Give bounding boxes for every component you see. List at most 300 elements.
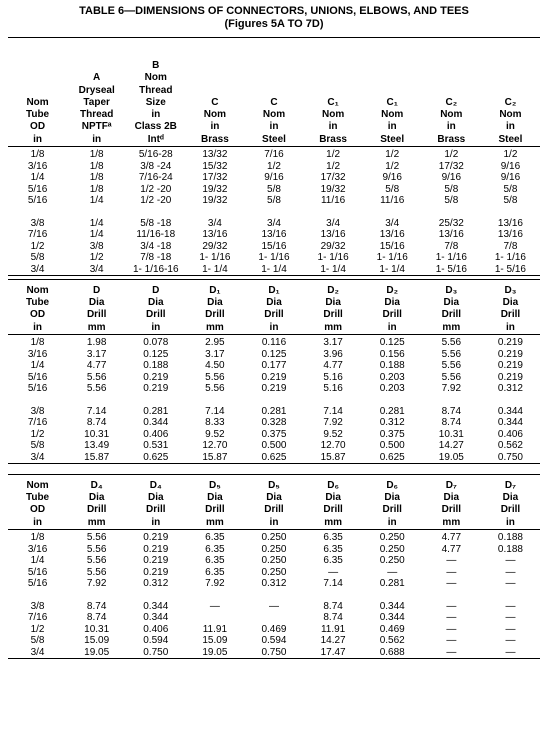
table-cell: 1- 1/4 [202, 263, 228, 275]
table-cell: 0.625 [143, 451, 169, 463]
column-header [481, 280, 540, 335]
column-header-line: in [328, 121, 338, 133]
tube-od-cell: 3/4 [30, 263, 45, 275]
header-row [8, 280, 540, 335]
table-cell: 7.92 [323, 417, 343, 428]
table-cell: 0.375 [261, 428, 287, 440]
column-header-line: D [93, 284, 101, 296]
tube-od-cell: 1/8 [30, 149, 45, 160]
table-cell: — [505, 612, 516, 623]
column-header-line: NPTFᵃ [81, 121, 112, 133]
table-cell: — [505, 566, 516, 578]
column-header-line: in [269, 121, 279, 133]
table-cell: 15/16 [261, 240, 287, 252]
table-cell: 0.281 [261, 405, 287, 417]
table-cell: — [446, 612, 457, 623]
table-cell: 11/16 [380, 195, 405, 206]
column-header [185, 475, 244, 530]
table-cell: 0.344 [143, 612, 169, 623]
table-cell: 1/2 [326, 149, 341, 160]
table-cell: 0.203 [379, 371, 405, 383]
column-header-line: Drill [205, 504, 225, 516]
connector-dimensions-table [8, 37, 540, 276]
column-header [481, 475, 540, 530]
table-cell: 3.17 [205, 348, 225, 360]
table-cell: 0.281 [379, 405, 405, 417]
table-row [8, 417, 540, 429]
table-cell: 7/8 [503, 240, 518, 252]
table-cell: 0.250 [261, 555, 287, 566]
table-cell: 7.92 [205, 578, 225, 589]
column-header-line: D [152, 284, 160, 296]
column-header [126, 475, 185, 530]
column-header-line: Drill [146, 309, 166, 321]
table-cell: 0.156 [379, 348, 405, 360]
table-row [8, 544, 540, 556]
column-header-line: Dia [325, 492, 341, 504]
table-row [8, 567, 540, 579]
table-cell: 19/32 [202, 195, 228, 206]
drill-diameter-table-d4-d7 [8, 474, 540, 659]
table-cell: 0.203 [379, 383, 405, 394]
table-cell: 8.74 [441, 417, 462, 428]
tube-od-cell: 5/16 [27, 183, 48, 195]
table-cell: 15.87 [320, 451, 346, 463]
table-cell: 0.250 [261, 566, 287, 578]
table-cell: 0.219 [497, 337, 523, 348]
table-cell: 9.52 [205, 428, 225, 440]
table-cell: 13/16 [379, 229, 405, 240]
column-header [244, 280, 303, 335]
table-cell: 5/8 [385, 183, 400, 195]
table-cell: 8.74 [323, 612, 343, 623]
table-row [8, 452, 540, 464]
table-cell: 13/16 [497, 217, 523, 229]
column-header-line: in [33, 321, 42, 333]
column-header [304, 38, 363, 147]
table-cell: 5.56 [441, 371, 462, 383]
column-header [185, 280, 244, 335]
column-header-line: in [92, 133, 102, 145]
table-cell: 10.31 [84, 428, 110, 440]
column-header-line: D₄ [149, 479, 162, 491]
table-row [8, 218, 540, 230]
table-cell: 0.328 [261, 417, 287, 428]
table-cell: — [446, 623, 457, 635]
table-cell: 13/16 [320, 229, 346, 240]
column-header-line: D₇ [445, 479, 457, 491]
table-row [8, 601, 540, 613]
table-cell: 1- 1/16 [494, 252, 526, 263]
column-header [67, 475, 126, 530]
table-cell: 5.56 [86, 543, 107, 555]
table-cell: 8.74 [86, 600, 107, 612]
table-cell: 19/32 [320, 183, 346, 195]
table-cell: 19.05 [84, 646, 110, 658]
table-row [8, 147, 540, 161]
tube-od-cell: 1/2 [30, 623, 45, 635]
table-cell: 6.35 [323, 555, 343, 566]
table-cell: 4.77 [441, 543, 462, 555]
title-line-2: (Figures 5A TO 7D) [224, 18, 324, 30]
tube-od-cell: 3/8 [30, 600, 45, 612]
table-cell: 3/4 -18 [140, 240, 172, 252]
table-cell: 6.35 [323, 532, 343, 543]
column-header-line: D₄ [90, 479, 103, 491]
table-cell: 12.70 [320, 440, 346, 451]
table-cell: 1/4 [89, 229, 104, 240]
column-header-line: in [33, 133, 42, 145]
column-header-line: Drill [205, 309, 225, 321]
column-header-line: Drill [264, 504, 284, 516]
column-header [67, 38, 126, 147]
column-header-line: Brass [437, 133, 466, 145]
group-spacer-cell [8, 395, 540, 406]
table-cell: 5.56 [86, 566, 107, 578]
table-cell: 15.09 [202, 635, 228, 646]
column-header-line: Dia [88, 492, 105, 504]
table-cell: 13/16 [438, 229, 464, 240]
column-header-line: in [269, 516, 279, 528]
column-header-line: C₁ [327, 96, 339, 108]
table-cell: 5.56 [205, 371, 225, 383]
column-header [126, 280, 185, 335]
table-cell: 19.05 [438, 451, 464, 463]
table-cell: 13.49 [84, 440, 110, 451]
column-header [126, 38, 185, 147]
tube-od-cell: 7/16 [27, 612, 48, 623]
tube-od-cell: 1/8 [30, 532, 45, 543]
column-header-line: Drill [323, 504, 343, 516]
column-header-line: Drill [441, 309, 462, 321]
tube-od-cell: 3/8 [30, 217, 45, 229]
tube-od-cell: 3/16 [27, 160, 48, 172]
column-header-line: Dia [147, 297, 164, 309]
column-header-line: D₂ [327, 284, 339, 296]
table-cell: 19.05 [202, 646, 228, 658]
tube-od-cell: 1/4 [30, 172, 45, 183]
table-cell: 15.09 [84, 635, 110, 646]
column-header-line: in [33, 516, 42, 528]
table-cell: — [328, 566, 339, 578]
column-header-line: in [151, 516, 161, 528]
column-header-line: Brass [200, 133, 229, 145]
table-cell: 7.14 [323, 405, 343, 417]
column-header-line: in [387, 321, 397, 333]
table-cell: — [446, 566, 457, 578]
column-header-line: Dia [443, 492, 460, 504]
table-cell: 7.14 [323, 578, 343, 589]
table-cell: 0.594 [143, 635, 169, 646]
table-row [8, 335, 540, 349]
table-row [8, 612, 540, 624]
table-cell: 9.52 [323, 428, 343, 440]
table-cell: 5/16-28 [138, 149, 173, 160]
table-cell: 0.219 [143, 566, 169, 578]
table-cell: 19/32 [202, 183, 228, 195]
tube-od-cell: 5/8 [30, 635, 45, 646]
table-cell: 14.27 [438, 440, 464, 451]
column-header-line: OD [30, 121, 46, 133]
table-cell: 3/8 -24 [140, 160, 172, 172]
table-cell: 0.125 [379, 337, 405, 348]
table-cell: 15/16 [379, 240, 405, 252]
group-spacer [8, 207, 540, 218]
table-cell: 13/16 [202, 229, 228, 240]
column-header-line: Drill [500, 309, 521, 321]
table-cell: 5.56 [86, 532, 107, 543]
column-header-line: Drill [86, 309, 107, 321]
table-row [8, 264, 540, 276]
table-cell: 0.469 [379, 623, 405, 635]
column-header-line: C [270, 96, 278, 108]
table-cell: 7/16 [264, 149, 284, 160]
column-header-line: Dia [443, 297, 460, 309]
table-cell: 3/4 [385, 217, 400, 229]
column-header-line: C [211, 96, 219, 108]
table-cell: 3/4 [326, 217, 341, 229]
table-cell: 1/2 [503, 149, 518, 160]
column-header [363, 38, 422, 147]
table-cell: 8.74 [86, 417, 107, 428]
table-row [8, 578, 540, 590]
table-cell: 8.74 [441, 405, 462, 417]
column-header-line: Tube [25, 297, 50, 309]
table-cell: 7/16-24 [138, 172, 173, 183]
column-header-line: Dia [384, 297, 400, 309]
column-header-line: Class 2B [134, 121, 177, 133]
table-row [8, 372, 540, 384]
column-header-line: in [151, 321, 161, 333]
table-cell: 5.56 [86, 371, 107, 383]
table-cell: 0.562 [497, 440, 523, 451]
table-cell: 0.562 [379, 635, 405, 646]
column-header [481, 38, 540, 147]
table-cell: 4.77 [323, 360, 343, 371]
column-header-line: D₁ [268, 284, 280, 296]
column-header-line: Nom [26, 479, 49, 491]
column-header-line: mm [205, 321, 224, 333]
table-row [8, 241, 540, 253]
group-spacer [8, 395, 540, 406]
column-header-line: Brass [319, 133, 347, 145]
column-header-line: Drill [441, 504, 462, 516]
table-cell: 0.125 [261, 348, 287, 360]
table-cell: 11.91 [202, 623, 228, 635]
table-cell: 0.344 [497, 417, 523, 428]
column-header [244, 38, 303, 147]
column-header-line: Nom [499, 109, 522, 121]
table-cell: 8.74 [323, 600, 343, 612]
table-cell: — [446, 555, 457, 566]
column-header-line: mm [442, 321, 461, 333]
table-cell: 1/4 [89, 195, 104, 206]
column-header-line: in [505, 121, 515, 133]
table-row [8, 383, 540, 395]
table-cell: 0.219 [143, 371, 169, 383]
table-cell: 0.469 [261, 623, 287, 635]
table-cell: 0.188 [143, 360, 169, 371]
column-header [67, 280, 126, 335]
table-cell: 3/4 [89, 263, 104, 275]
column-header-line: Drill [500, 504, 521, 516]
column-header-line: Dia [325, 297, 341, 309]
table-cell: 13/16 [497, 229, 523, 240]
column-header-line: Drill [146, 504, 166, 516]
table-cell: 3/8 [89, 240, 104, 252]
column-header [304, 475, 363, 530]
table-cell: 7/8 [444, 240, 459, 252]
column-header-line: Nom [203, 109, 226, 121]
table-cell: 1/2 [267, 160, 281, 172]
table-row [8, 229, 540, 241]
column-header-line: in [151, 109, 161, 121]
column-header-line: in [387, 516, 397, 528]
table-cell: — [446, 600, 457, 612]
table-cell: 15.87 [84, 451, 110, 463]
table-cell: 1/2 [385, 160, 400, 172]
table-cell: 0.281 [379, 578, 405, 589]
table-cell: 0.344 [379, 600, 405, 612]
table-cell: 11.91 [320, 623, 346, 635]
table-cell: 1/2 -20 [140, 183, 172, 195]
table-cell: 1/4 [89, 217, 104, 229]
table-cell: 15.87 [202, 451, 228, 463]
tube-od-cell: 3/16 [27, 543, 48, 555]
column-header-line: mm [324, 516, 342, 528]
table-cell: 1- 1/16 [317, 252, 349, 263]
column-header-line: Steel [498, 133, 523, 145]
column-header-line: Nom [381, 109, 404, 121]
tube-od-cell: 5/16 [27, 371, 48, 383]
column-header-line: Steel [380, 133, 405, 145]
table-cell: 0.312 [143, 578, 169, 589]
column-header [363, 475, 422, 530]
column-header-line: Nom [26, 284, 49, 296]
column-header-line: in [505, 321, 515, 333]
table-cell: 0.344 [379, 612, 405, 623]
tube-od-cell: 7/16 [27, 229, 48, 240]
column-header-line: Dia [502, 492, 519, 504]
group-spacer [8, 590, 540, 601]
title-line-1: TABLE 6—DIMENSIONS OF CONNECTORS, UNIONS, ELBOWS, AND TEES [79, 5, 469, 17]
table-cell: 5.56 [86, 383, 107, 394]
table-cell: 3/4 [207, 217, 222, 229]
column-header [244, 475, 303, 530]
table-cell: 11/16-18 [136, 229, 176, 240]
table-cell: 5/8 [503, 183, 518, 195]
table-cell: 5.56 [205, 383, 225, 394]
table-cell [185, 612, 244, 624]
table-cell: 0.531 [143, 440, 169, 451]
tube-od-cell: 1/2 [30, 428, 45, 440]
column-header-line: C₂ [504, 96, 517, 108]
table-cell: 0.281 [143, 405, 169, 417]
tube-od-cell: 5/16 [27, 195, 48, 206]
table-cell: 10.31 [438, 428, 464, 440]
table-cell: 1/8 [89, 172, 104, 183]
table-cell: 4.50 [205, 360, 225, 371]
table-cell: 0.219 [143, 532, 169, 543]
table-cell: 0.750 [261, 646, 287, 658]
table-cell: 9/16 [441, 172, 462, 183]
table-cell: 5/8 [503, 195, 518, 206]
table-cell: 7.14 [205, 405, 225, 417]
column-header-line: in [210, 121, 220, 133]
table-cell: 4.77 [86, 360, 107, 371]
table-row [8, 195, 540, 207]
tube-od-cell: 1/4 [30, 360, 45, 371]
table-cell: 0.250 [261, 543, 287, 555]
table-row [8, 440, 540, 452]
table-cell: 0.406 [143, 623, 169, 635]
table-cell: 0.312 [261, 578, 287, 589]
table-cell: — [505, 555, 516, 566]
table-cell: — [505, 600, 516, 612]
column-header-line: Tube [25, 492, 50, 504]
table-cell: 7/8 -18 [140, 252, 172, 263]
table-cell: 6.35 [205, 555, 225, 566]
tube-od-cell: 3/4 [30, 646, 45, 658]
table-cell: 8.33 [205, 417, 225, 428]
table-cell: 17/32 [320, 172, 346, 183]
table-cell: 0.406 [497, 428, 523, 440]
column-header-line: Dia [207, 492, 223, 504]
table-row [8, 555, 540, 567]
table-row [8, 624, 540, 636]
table-cell: 3.17 [86, 348, 107, 360]
table-cell: 7.14 [86, 405, 107, 417]
column-header-line: Intᵈ [147, 133, 164, 145]
tube-od-cell: 3/8 [30, 405, 45, 417]
table-cell: 1/2 [89, 252, 104, 263]
drill-diameter-table-d-d3 [8, 279, 540, 464]
table-row [8, 349, 540, 361]
column-header-line: D₅ [208, 479, 221, 491]
table-cell: 1- 1/16 [435, 252, 467, 263]
table-cell: 29/32 [320, 240, 346, 252]
tube-od-cell: 1/4 [30, 555, 45, 566]
column-header-line: OD [30, 504, 46, 516]
column-header [8, 38, 67, 147]
table-cell: 6.35 [323, 543, 343, 555]
column-header-line: D₅ [268, 479, 280, 491]
column-header [185, 38, 244, 147]
table-cell: 0.250 [379, 543, 405, 555]
table-cell: 0.188 [497, 532, 523, 543]
tube-od-cell: 7/16 [27, 417, 48, 428]
table-cell: 1/8 [89, 183, 104, 195]
column-header-line: in [269, 321, 279, 333]
table-cell: 9/16 [264, 172, 284, 183]
table-cell: 9/16 [500, 160, 521, 172]
table-cell: 0.594 [261, 635, 287, 646]
table-cell: 17.47 [320, 646, 346, 658]
column-header-line: Dia [502, 297, 519, 309]
column-header-line: D₃ [445, 284, 458, 296]
column-header-line: Steel [262, 133, 286, 145]
header-row [8, 475, 540, 530]
table-cell: 0.219 [497, 348, 523, 360]
column-header-line: Nom [26, 96, 49, 108]
column-header-line: Dia [207, 297, 223, 309]
table-row [8, 429, 540, 441]
column-header-line: C₁ [386, 96, 398, 108]
table-cell: 1/2 [385, 149, 400, 160]
column-header-line: in [446, 121, 456, 133]
table-cell: 0.750 [497, 451, 523, 463]
column-header-line: Dia [88, 297, 105, 309]
